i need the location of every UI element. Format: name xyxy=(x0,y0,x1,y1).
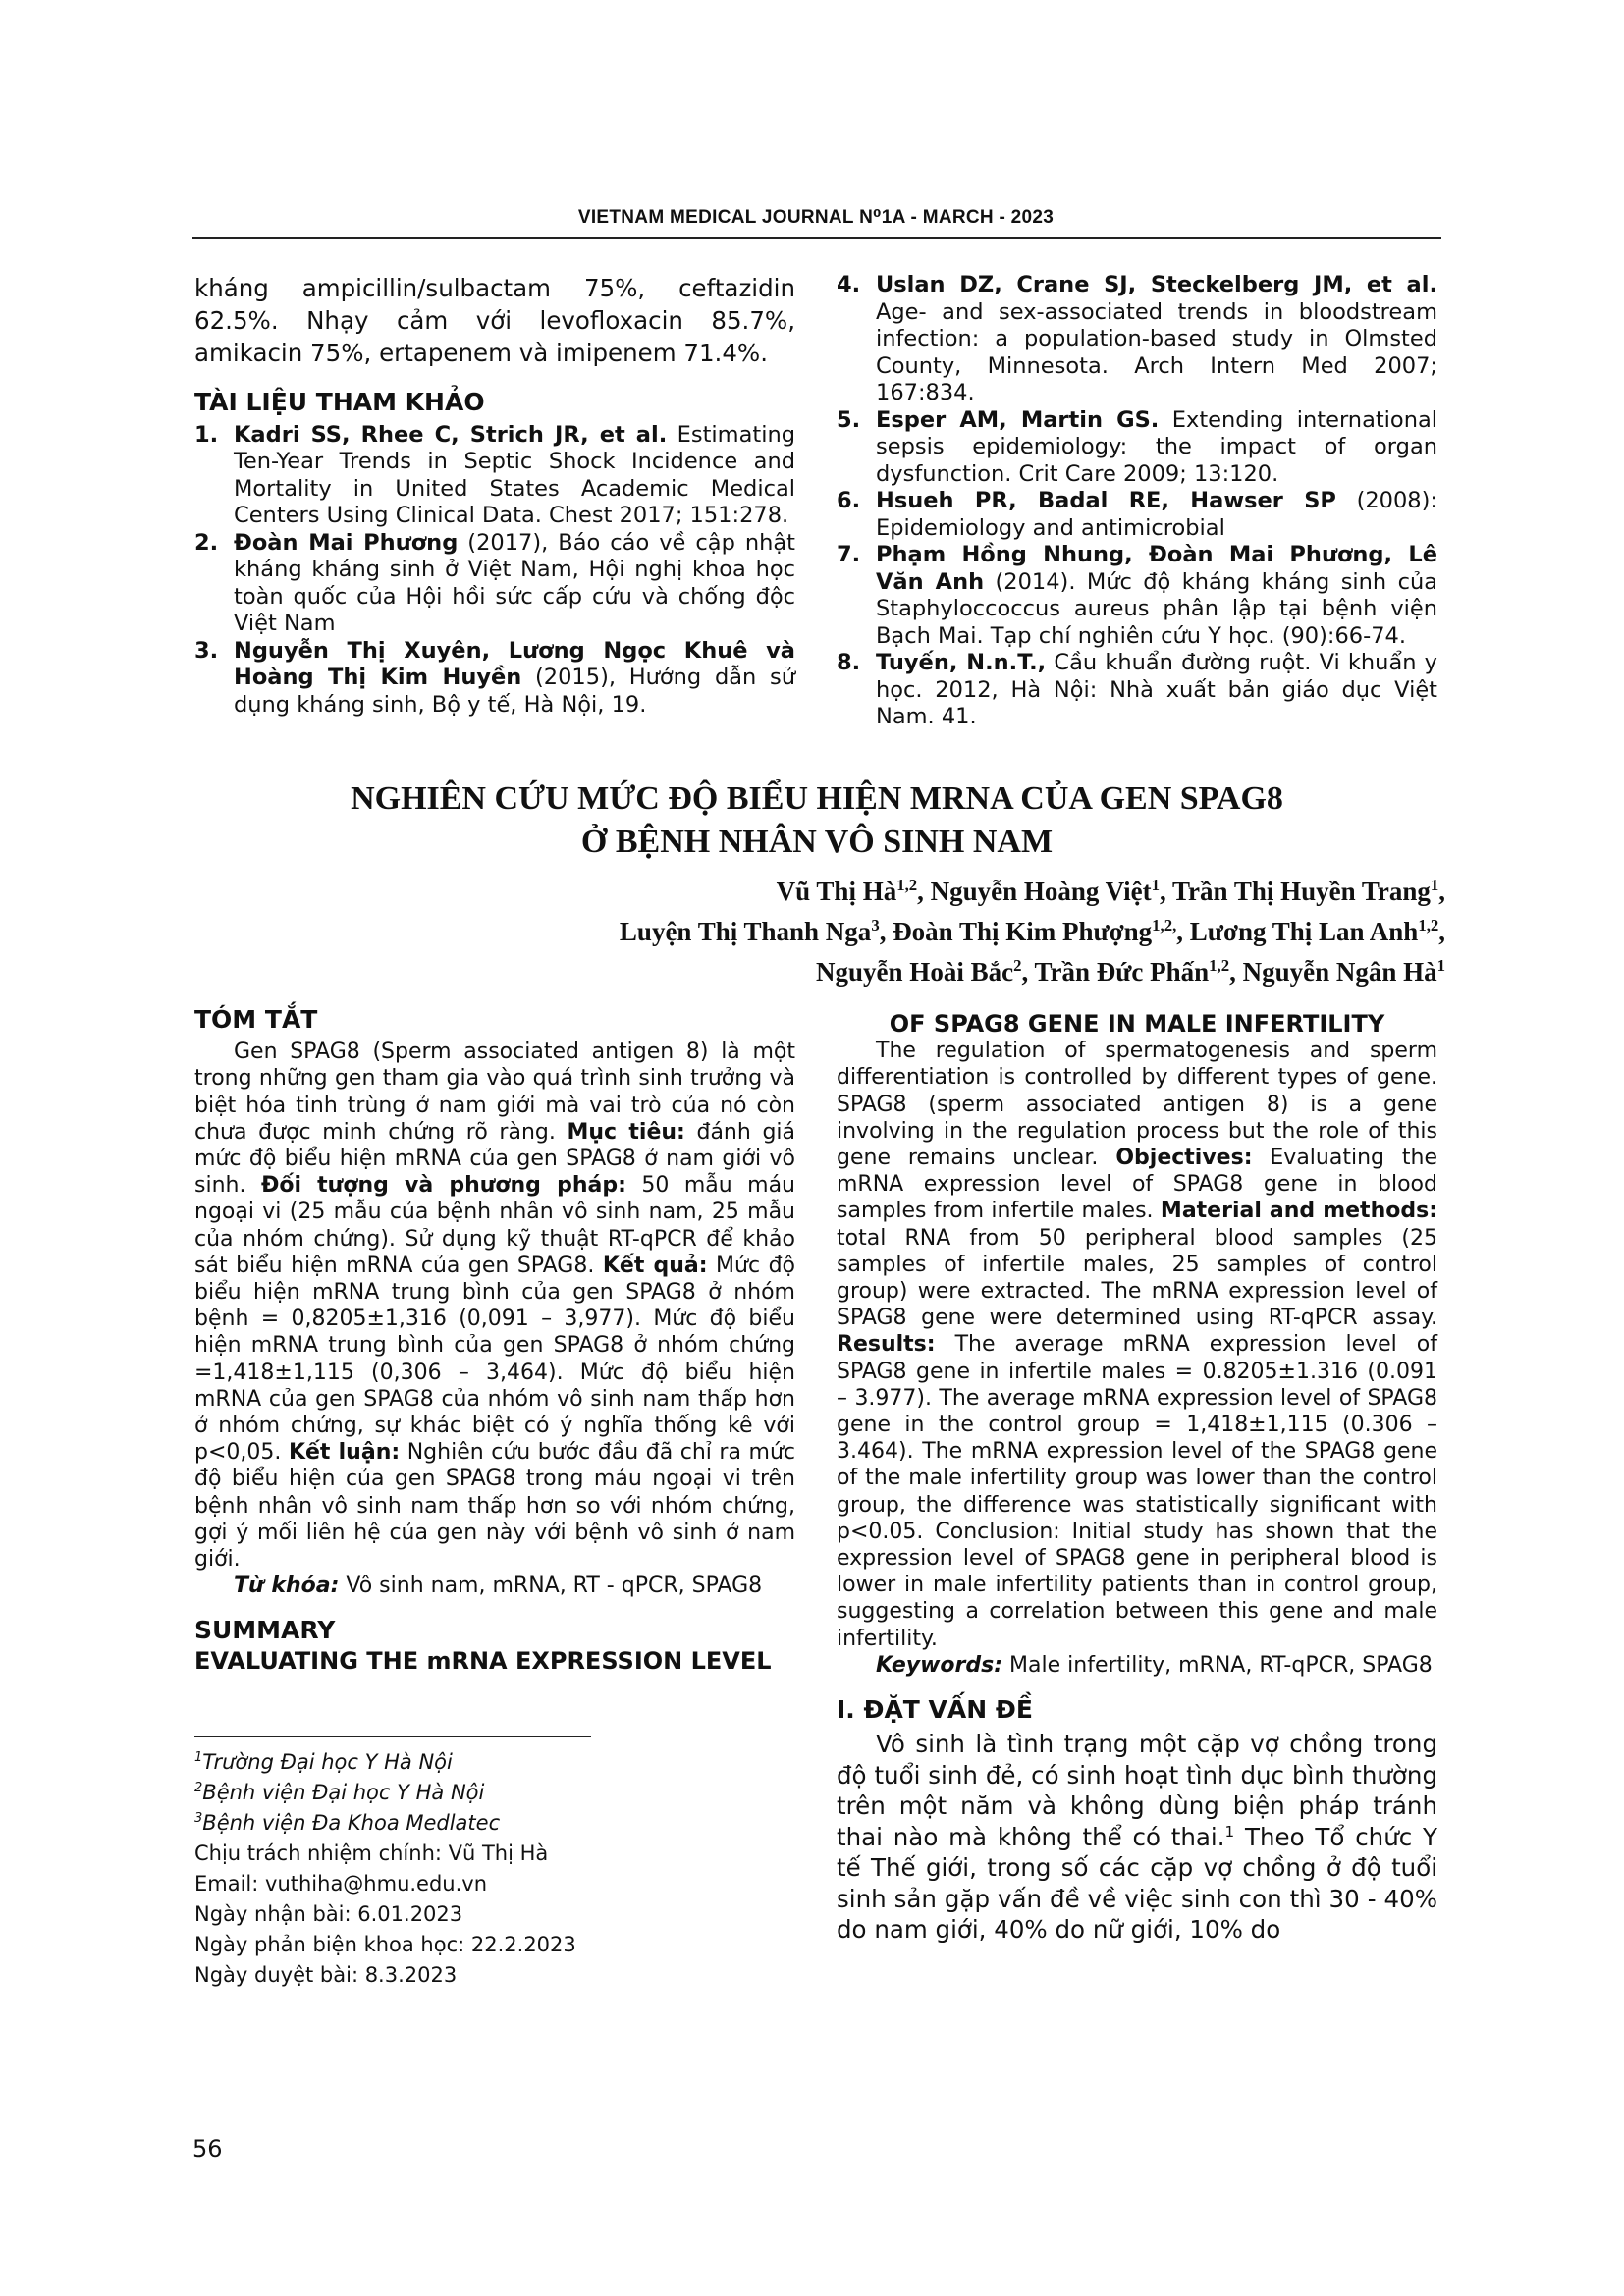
affiliation-mark: 3 xyxy=(194,1811,203,1826)
reference-rest: Age- and sex-associated trends in bloodstream infection: a population-based study in Olmsted County, Minnesota. Arch Intern Med 2007; 167:834. xyxy=(876,298,1437,405)
reference-item xyxy=(837,488,1437,542)
affiliation-mark: 1 xyxy=(194,1750,203,1765)
reference-text xyxy=(234,422,795,530)
right-top-column xyxy=(837,272,1437,731)
author-name: Nguyễn Hoài Bắc xyxy=(816,957,1014,987)
responsible-author: Chịu trách nhiệm chính: Vũ Thị Hà xyxy=(194,1842,549,1865)
reference-rest: (2017), Báo cáo về cập nhật kháng kháng sinh ở Việt Nam, Hội nghị khoa học toàn quốc của Hội hồi sức cấp cứu và chống độc Việt Nam xyxy=(234,529,795,636)
reference-number: 8. xyxy=(837,650,861,675)
article-title-line: Ở BỆNH NHÂN VÔ SINH NAM xyxy=(580,824,1054,860)
affiliation-text: Bệnh viện Đại học Y Hà Nội xyxy=(202,1781,485,1804)
results-text: The average mRNA expression level of SPAG8 gene in infertile males = 0.8205±1.316 (0.091 – 3.977). The average mRNA expression level of SPAG8 gene in the control group = 1,418±1,115 (0.306 – 3.464). The mRNA expression level of the SPAG8 gene of the male infertility group was lower than the control group, the difference was statistically significant with p<0.05. Conclusion: Initial study has shown that the expression level of SPAG8 gene in peripheral blood is lower in male infertility patients than in control group, suggesting a correlation between this gene and male infertility. xyxy=(837,1332,1437,1651)
reference-item xyxy=(194,422,795,530)
page-number: 56 xyxy=(192,2135,223,2163)
continuation-text: kháng ampicillin/sulbactam 75%, ceftazidin 62.5%. Nhạy cảm với levofloxacin 85.7%, amikacin 75%, ertapenem và imipenem 71.4%. xyxy=(194,274,795,367)
reference-text xyxy=(234,530,795,638)
reference-number: 6. xyxy=(837,488,861,513)
affiliation-text: Bệnh viện Đa Khoa Medlatec xyxy=(202,1811,501,1835)
header-rule xyxy=(192,237,1441,239)
references-heading: TÀI LIỆU THAM KHẢO xyxy=(194,388,485,416)
reference-rest: Extending international sepsis epidemiology: the impact of organ dysfunction. Crit Care 2009; 13:120. xyxy=(876,406,1437,487)
summary-title-part2: OF SPAG8 GENE IN MALE INFERTILITY xyxy=(889,1010,1385,1038)
abstract-intro: Gen SPAG8 (Sperm associated antigen 8) là một trong những gen tham gia vào quá trình sinh trưởng và biệt hóa tinh trùng ở nam giới mà vai trò của nó còn chưa được minh chứng rõ ràng. xyxy=(194,1040,795,1145)
author-name: Trần Đức Phấn xyxy=(1034,957,1210,987)
affiliation-footnote xyxy=(194,1778,784,1808)
author-name: Nguyễn Ngân Hà xyxy=(1242,957,1437,987)
author-separator: , xyxy=(1176,917,1190,946)
author-line xyxy=(295,872,1445,912)
author-separator: , xyxy=(1021,957,1035,987)
summary-intro: The regulation of spermatogenesis and sperm differentiation is controlled by different types of gene. SPAG8 (sperm associated antigen 8) is a gene involving in the regulation process but the role of this gene remains unclear. xyxy=(837,1039,1437,1171)
author-affiliation: 1,2 xyxy=(1418,916,1439,934)
section-heading: I. ĐẶT VẤN ĐỀ xyxy=(837,1695,1033,1725)
author-name: Đoàn Thị Kim Phượng xyxy=(893,917,1153,946)
left-top-column xyxy=(194,272,795,719)
citation-mark: 1 xyxy=(1224,1822,1235,1841)
reference-number: 3. xyxy=(194,637,219,664)
author-affiliation: 1,2, xyxy=(1152,916,1177,934)
footnotes xyxy=(194,1747,784,1991)
author-line xyxy=(295,912,1445,952)
reference-rest: (2008): Epidemiology and antimicrobial xyxy=(876,488,1437,541)
reference-text xyxy=(876,272,1437,407)
keywords-text: Male infertility, mRNA, RT-qPCR, SPAG8 xyxy=(1002,1652,1433,1678)
reference-number: 4. xyxy=(837,272,861,297)
objectives-label: Objectives: xyxy=(1115,1146,1253,1171)
intro-text: Vô sinh là tình trạng một cặp vợ chồng trong độ tuổi sinh đẻ, có sinh hoạt tình dục bình thường trên một năm và không dùng biện pháp tránh thai nào mà không thể có thai. xyxy=(837,1730,1437,1851)
summary-title-part1: EVALUATING THE mRNA EXPRESSION LEVEL xyxy=(194,1646,772,1675)
reference-item xyxy=(194,638,795,720)
conclusion-text: Nghiên cứu bước đầu đã chỉ ra mức độ biểu hiện của gen SPAG8 trong máu ngoại vi trên bệnh nhân vô sinh nam thấp hơn so với nhóm chứng, gợi ý mối liên hệ của gen này với bệnh vô sinh ở nam giới. xyxy=(194,1440,795,1573)
review-date: Ngày phản biện khoa học: 22.2.2023 xyxy=(194,1933,576,1956)
reference-text xyxy=(234,638,795,720)
author-name: Vũ Thị Hà xyxy=(776,877,897,906)
reference-rest: Cầu khuẩn đường ruột. Vi khuẩn y học. 2012, Hà Nội: Nhà xuất bản giáo dục Việt Nam. 41. xyxy=(876,650,1437,729)
reference-text xyxy=(876,650,1437,731)
objective-text: đánh giá mức độ biểu hiện mRNA của gen SPAG8 ở nam giới vô sinh. xyxy=(194,1119,795,1199)
keywords-line xyxy=(194,1573,795,1599)
affiliation-footnote xyxy=(194,1808,784,1839)
reference-rest: (2015), Hướng dẫn sử dụng kháng sinh, Bộ y tế, Hà Nội, 19. xyxy=(234,665,795,718)
intro-text-continued: Theo Tổ chức Y tế Thế giới, trong số các cặp vợ chồng ở độ tuổi sinh sản gặp vấn đề về việc sinh con thì 30 - 40% do nam giới, 40% do nữ giới, 10% do xyxy=(837,1822,1437,1945)
article-title xyxy=(192,777,1441,864)
reference-authors: Nguyễn Thị Xuyên, Lương Ngọc Khuê và Hoàng Thị Kim Huyền xyxy=(234,637,795,690)
author-line xyxy=(295,952,1445,992)
summary-en-column xyxy=(837,1011,1437,1946)
reference-authors: Esper AM, Martin GS. xyxy=(876,406,1160,433)
objectives-text: Evaluating the mRNA expression level of SPAG8 gene in blood samples from infertile males. xyxy=(837,1146,1437,1224)
footnote-rule xyxy=(194,1736,591,1737)
reference-number: 1. xyxy=(194,421,219,448)
conclusion-label: Kết luận: xyxy=(288,1440,401,1466)
author-affiliation: 1 xyxy=(1436,956,1445,975)
author-affiliation: 2 xyxy=(1013,956,1022,975)
reference-rest: (2014). Mức độ kháng kháng sinh của Staphyloccoccus aureus phân lập tại bệnh viện Bạch Mai. Tạp chí nghiên cứu Y học. (90):66-74. xyxy=(876,568,1437,649)
reference-item xyxy=(837,542,1437,650)
author-separator: , xyxy=(1229,957,1243,987)
summary-paragraph xyxy=(837,1038,1437,1652)
author-separator: , xyxy=(879,917,893,946)
reference-number: 2. xyxy=(194,529,219,556)
reference-text xyxy=(876,488,1437,542)
reference-authors: Tuyến, N.n.T., xyxy=(876,650,1047,675)
author-affiliation: 3 xyxy=(871,916,880,934)
reference-text xyxy=(876,542,1437,650)
reference-item xyxy=(837,407,1437,489)
methods-label: Material and methods: xyxy=(1160,1199,1437,1224)
author-affiliation: 1,2 xyxy=(1209,956,1230,975)
results-text: Mức độ biểu hiện mRNA trung bình của gen SPAG8 ở nhóm bệnh = 0,8205±1,316 (0,091 – 3,977). Mức độ biểu hiện mRNA trung bình của gen SPAG8 ở nhóm chứng =1,418±1,115 (0,306 – 3,464). Mức độ biểu hiện mRNA của gen SPAG8 của nhóm vô sinh nam thấp hơn ở nhóm chứng, sự khác biệt có ý nghĩa thống kê với p<0,05. xyxy=(194,1253,796,1466)
author-affiliation: 1 xyxy=(1430,876,1439,894)
reference-item xyxy=(837,272,1437,407)
reference-number: 7. xyxy=(837,542,861,567)
author-separator: , xyxy=(1438,917,1445,946)
author-separator: , xyxy=(1438,877,1445,906)
summary-heading: SUMMARY xyxy=(194,1616,336,1645)
author-name: Trần Thị Huyền Trang xyxy=(1172,877,1431,906)
reference-authors: Phạm Hồng Nhung, Đoàn Mai Phương, Lê Văn Anh xyxy=(876,542,1437,595)
abstract-vi-column xyxy=(194,1006,795,1675)
author-name: Luyện Thị Thanh Nga xyxy=(619,917,872,946)
author-separator: , xyxy=(1160,877,1173,906)
keywords-line xyxy=(837,1652,1437,1679)
reference-text xyxy=(876,407,1437,489)
affiliation-text: Trường Đại học Y Hà Nội xyxy=(202,1750,453,1774)
results-label: Kết quả: xyxy=(602,1253,708,1278)
email: Email: vuthiha@hmu.edu.vn xyxy=(194,1872,488,1896)
author-name: Nguyễn Hoàng Việt xyxy=(930,877,1152,906)
reference-authors: Hsueh PR, Badal RE, Hawser SP xyxy=(876,488,1336,513)
reference-authors: Uslan DZ, Crane SJ, Steckelberg JM, et al. xyxy=(876,272,1437,297)
article-title-line: NGHIÊN CỨU MỨC ĐỘ BIỂU HIỆN MRNA CỦA GEN SPAG8 xyxy=(351,780,1283,817)
author-list xyxy=(295,872,1445,992)
affiliation-footnote xyxy=(194,1747,784,1778)
reference-item xyxy=(194,530,795,638)
keywords-label: Từ khóa: xyxy=(234,1574,340,1599)
reference-number: 5. xyxy=(837,406,861,433)
author-separator: , xyxy=(917,877,931,906)
journal-header: VIETNAM MEDICAL JOURNAL N⁰1A - MARCH - 2023 xyxy=(577,207,1055,228)
methods-label: Đối tượng và phương pháp: xyxy=(260,1173,626,1199)
methods-text: 50 mẫu máu ngoại vi (25 mẫu của bệnh nhân vô sinh nam, 25 mẫu của nhóm chứng). Sử dụng kỹ thuật RT-qPCR để khảo sát biểu hiện mRNA của gen SPAG8. xyxy=(194,1173,796,1278)
abstract-heading: TÓM TẮT xyxy=(194,1005,318,1034)
author-name: Lương Thị Lan Anh xyxy=(1189,917,1419,946)
reference-item xyxy=(837,650,1437,731)
abstract-paragraph xyxy=(194,1039,795,1573)
author-affiliation: 1 xyxy=(1151,876,1161,894)
author-affiliation: 1,2 xyxy=(896,876,918,894)
keywords-text: Vô sinh nam, mRNA, RT - qPCR, SPAG8 xyxy=(339,1574,763,1599)
methods-text: total RNA from 50 peripheral blood samples (25 samples of infertile males, 25 samples of control group) were extracted. The mRNA expression level of SPAG8 gene were determined using RT-qPCR assay. xyxy=(837,1225,1437,1331)
keywords-label: Keywords: xyxy=(876,1652,1003,1678)
reference-authors: Đoàn Mai Phương xyxy=(234,529,459,556)
affiliation-mark: 2 xyxy=(194,1781,203,1795)
intro-paragraph xyxy=(837,1729,1437,1946)
results-label: Results: xyxy=(837,1332,936,1358)
received-date: Ngày nhận bài: 6.01.2023 xyxy=(194,1902,463,1926)
objective-label: Mục tiêu: xyxy=(567,1119,685,1145)
reference-authors: Kadri SS, Rhee C, Strich JR, et al. xyxy=(234,421,668,448)
reference-rest: Estimating Ten-Year Trends in Septic Shock Incidence and Mortality in United States Academic Medical Centers Using Clinical Data. Chest 2017; 151:278. xyxy=(234,421,795,528)
approval-date: Ngày duyệt bài: 8.3.2023 xyxy=(194,1963,458,1987)
